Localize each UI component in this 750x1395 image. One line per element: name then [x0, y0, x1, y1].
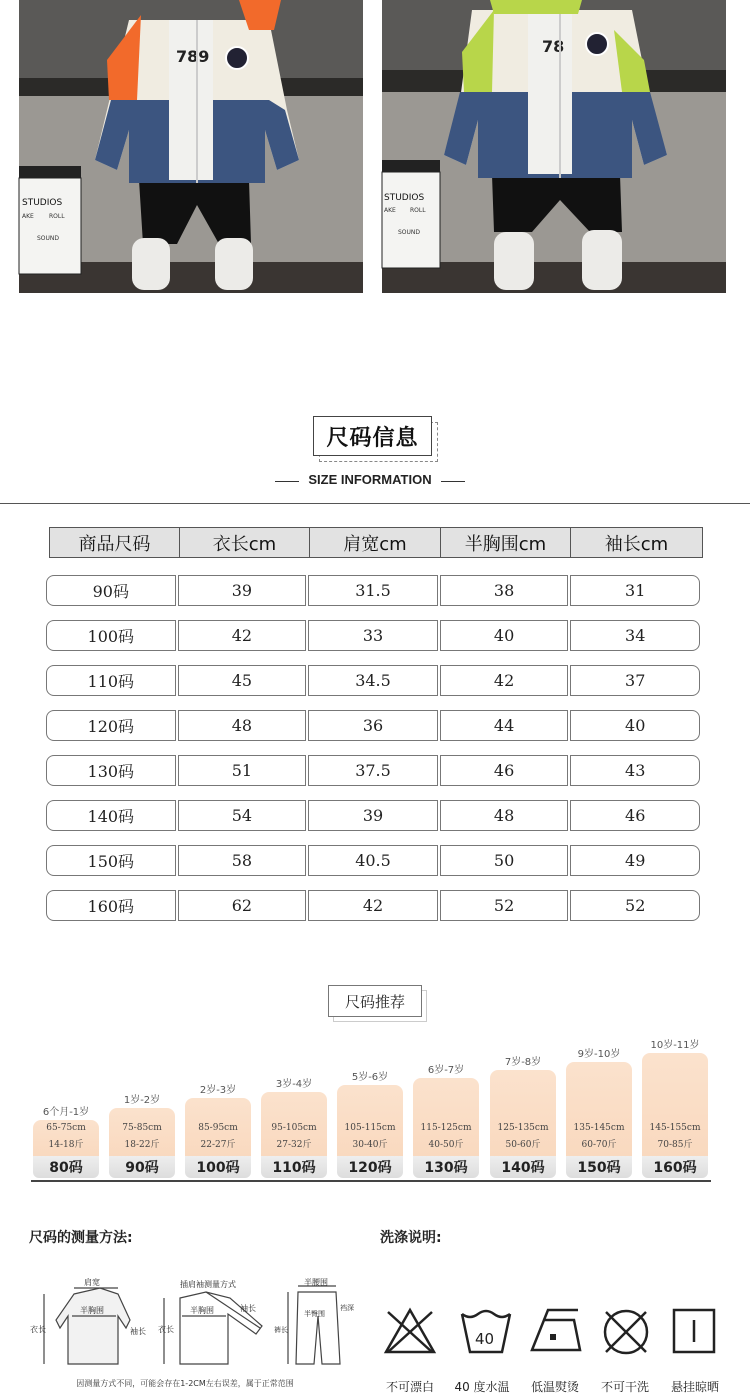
product-photo-orange [19, 0, 363, 293]
rec-age: 3岁-4岁 [275, 1079, 313, 1090]
size-cell: 150码 [46, 845, 176, 876]
measure-diagram [30, 1276, 354, 1371]
size-cell: 46 [570, 800, 700, 831]
size-row [46, 845, 700, 876]
size-cell: 46 [440, 755, 569, 786]
wash-label-40: 40 度水温 [454, 1380, 510, 1394]
rec-age: 5岁-6岁 [351, 1072, 389, 1083]
measure-title: 尺码的测量方法: [29, 1230, 133, 1246]
size-cell: 50 [440, 845, 569, 876]
rec-weight: 30-40斤 [352, 1140, 388, 1150]
svg-text:789: 789 [176, 47, 210, 66]
slate-text: STUDIOS [384, 193, 425, 203]
slate-text: STUDIOS [22, 198, 63, 208]
size-cell: 51 [178, 755, 307, 786]
rec-size: 80码 [33, 1156, 99, 1178]
rec-height: 125-135cm [497, 1123, 549, 1133]
no-dry-clean-icon [598, 1306, 654, 1356]
rec-height: 105-115cm [344, 1123, 396, 1133]
rec-weight: 18-22斤 [124, 1140, 160, 1150]
size-cell: 58 [178, 845, 307, 876]
wash-label-no-dry-clean: 不可干洗 [600, 1380, 649, 1394]
svg-text:衣长: 衣长 [158, 1325, 174, 1334]
header-shoulder: 肩宽cm [309, 527, 441, 558]
rec-height: 145-155cm [649, 1123, 701, 1133]
size-cell: 48 [178, 710, 307, 741]
size-cell: 31 [570, 575, 700, 606]
size-row [46, 710, 700, 741]
size-row [46, 755, 700, 786]
size-cell: 54 [178, 800, 307, 831]
rec-height: 65-75cm [46, 1123, 86, 1133]
size-cell: 52 [570, 890, 700, 921]
rec-size: 130码 [413, 1156, 479, 1178]
size-cell: 37 [570, 665, 700, 696]
size-cell: 44 [440, 710, 569, 741]
svg-text:半臀围: 半臀围 [304, 1310, 325, 1318]
size-info-subtitle: SIZE INFORMATION [275, 472, 465, 487]
size-cell: 62 [178, 890, 307, 921]
rec-age: 7岁-8岁 [504, 1057, 542, 1068]
header-chest: 半胸围cm [440, 527, 571, 558]
size-cell: 45 [178, 665, 307, 696]
rec-height: 95-105cm [271, 1123, 317, 1133]
svg-text:SOUND: SOUND [37, 235, 60, 242]
svg-text:AKE: AKE [22, 213, 34, 220]
hang-dry-icon [668, 1306, 724, 1356]
size-cell: 37.5 [308, 755, 438, 786]
svg-text:40: 40 [475, 1330, 495, 1348]
rec-size: 150码 [566, 1156, 632, 1178]
size-cell: 34.5 [308, 665, 438, 696]
wash-label-low-iron: 低温熨烫 [530, 1380, 579, 1394]
rec-size: 140码 [490, 1156, 556, 1178]
rec-weight: 50-60斤 [505, 1140, 541, 1150]
product-photo-green [382, 0, 726, 293]
size-info-title: 尺码信息 [313, 416, 432, 456]
size-cell: 160码 [46, 890, 176, 921]
size-cell: 130码 [46, 755, 176, 786]
size-cell: 42 [178, 620, 307, 651]
rec-height: 135-145cm [573, 1123, 625, 1133]
size-row [46, 575, 700, 606]
size-cell: 31.5 [308, 575, 438, 606]
svg-text:插肩袖测量方式: 插肩袖测量方式 [180, 1280, 236, 1289]
size-table-header [49, 527, 703, 558]
wash-label-no-bleach: 不可漂白 [385, 1380, 434, 1394]
rec-size: 160码 [642, 1156, 708, 1178]
rec-age: 2岁-3岁 [199, 1085, 237, 1096]
rec-size: 110码 [261, 1156, 327, 1178]
svg-text:裤长: 裤长 [274, 1326, 288, 1334]
rec-age: 10岁-11岁 [650, 1040, 700, 1051]
size-cell: 100码 [46, 620, 176, 651]
svg-text:ROLL: ROLL [410, 207, 426, 214]
rec-height: 115-125cm [420, 1123, 472, 1133]
size-row [46, 890, 700, 921]
size-recommend-title: 尺码推荐 [328, 985, 422, 1017]
svg-text:78: 78 [542, 37, 565, 56]
header-size: 商品尺码 [49, 527, 180, 558]
no-bleach-icon [382, 1306, 438, 1356]
size-cell: 40.5 [308, 845, 438, 876]
wash-label-hang-dry: 悬挂晾晒 [670, 1380, 719, 1394]
rec-age: 6岁-7岁 [427, 1065, 465, 1076]
rec-size: 90码 [109, 1156, 175, 1178]
rec-size: 120码 [337, 1156, 403, 1178]
size-row [46, 665, 700, 696]
size-cell: 34 [570, 620, 700, 651]
rec-height: 85-95cm [198, 1123, 238, 1133]
svg-text:衣长: 衣长 [30, 1325, 46, 1334]
wash-title: 洗涤说明: [380, 1230, 442, 1246]
rec-size: 100码 [185, 1156, 251, 1178]
svg-text:半胸围: 半胸围 [190, 1306, 214, 1315]
rec-weight: 70-85斤 [657, 1140, 693, 1150]
size-cell: 120码 [46, 710, 176, 741]
header-sleeve: 袖长cm [570, 527, 703, 558]
rec-age: 1岁-2岁 [123, 1095, 161, 1106]
wash-40-icon [458, 1306, 514, 1356]
svg-text:袖长: 袖长 [130, 1327, 146, 1336]
size-cell: 110码 [46, 665, 176, 696]
rec-height: 75-85cm [122, 1123, 162, 1133]
size-cell: 39 [308, 800, 438, 831]
svg-text:ROLL: ROLL [49, 213, 65, 220]
rec-age: 9岁-10岁 [577, 1049, 621, 1060]
size-cell: 38 [440, 575, 569, 606]
rec-weight: 60-70斤 [581, 1140, 617, 1150]
header-length: 衣长cm [179, 527, 310, 558]
svg-text:SOUND: SOUND [398, 229, 421, 236]
measure-note: 因测量方式不同，可能会存在1-2CM左右误差，属于正常范围 [76, 1379, 294, 1388]
rec-baseline [31, 1180, 711, 1182]
size-row [46, 800, 700, 831]
size-cell: 36 [308, 710, 438, 741]
low-iron-icon [528, 1306, 584, 1356]
svg-text:裆深: 裆深 [340, 1304, 354, 1312]
svg-text:AKE: AKE [384, 207, 396, 214]
size-cell: 52 [440, 890, 569, 921]
size-cell: 48 [440, 800, 569, 831]
rec-weight: 14-18斤 [48, 1140, 84, 1150]
section-divider [0, 503, 750, 504]
size-cell: 49 [570, 845, 700, 876]
rec-weight: 40-50斤 [428, 1140, 464, 1150]
size-cell: 43 [570, 755, 700, 786]
size-cell: 140码 [46, 800, 176, 831]
svg-text:肩宽: 肩宽 [84, 1278, 100, 1287]
svg-text:半胸围: 半胸围 [80, 1306, 104, 1315]
size-cell: 42 [440, 665, 569, 696]
svg-text:半腰围: 半腰围 [304, 1278, 328, 1287]
size-cell: 42 [308, 890, 438, 921]
svg-text:袖长: 袖长 [240, 1304, 256, 1313]
size-cell: 39 [178, 575, 307, 606]
size-cell: 40 [440, 620, 569, 651]
size-cell: 40 [570, 710, 700, 741]
size-cell: 90码 [46, 575, 176, 606]
rec-weight: 22-27斤 [200, 1140, 236, 1150]
rec-weight: 27-32斤 [276, 1140, 312, 1150]
rec-age: 6个月-1岁 [42, 1107, 90, 1118]
size-cell: 33 [308, 620, 438, 651]
size-row [46, 620, 700, 651]
